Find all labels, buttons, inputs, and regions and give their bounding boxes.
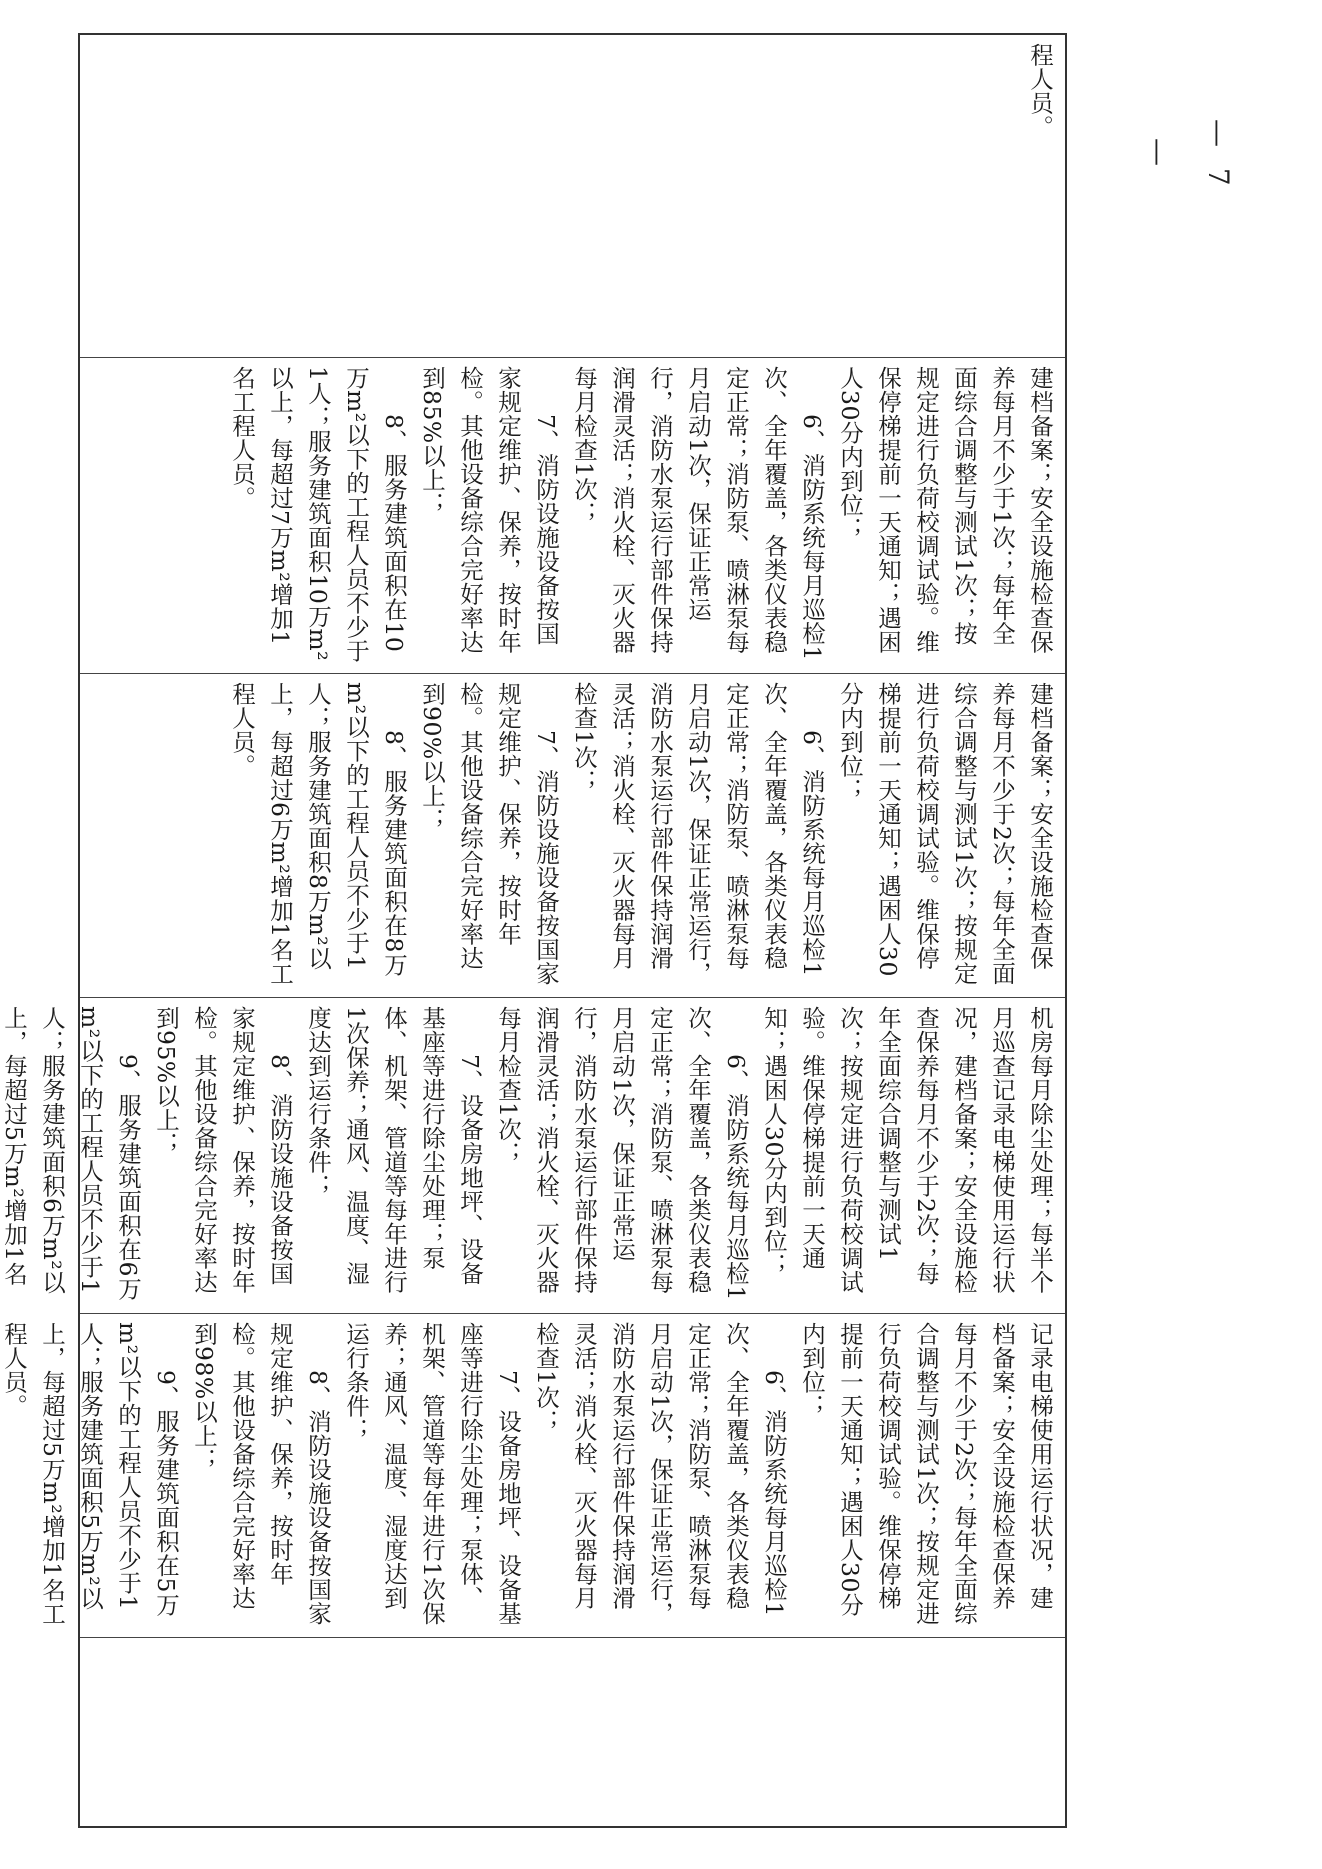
page-number: — 7 —	[1142, 118, 1235, 192]
table-column	[80, 357, 1065, 673]
cell-text	[76, 1638, 1065, 1828]
cell-text: 建档备案；安全设施检查保养每月不少于2次；每年全面综合调整与测试1次；按规定进行负荷校调试验。维保停梯提前一天通知；遇困人30分内到位； 6、消防系统每月巡检1次、全年覆盖，各类仪表稳定正常；消防泵、喷淋泵每月启动1次，保证正常运行，消防水泵运行部件保持润滑灵活；消火栓、灭火器每月检查1次； 7、消防设施设备按国家规定维护、保养，按时年检。其他设备综合完好率达到90%以上； 8、服务建筑面积在8万m²以下的工程人员不少于1人；服务建筑面积8万m²以上，每超过6万m²增加1名工程人员。	[228, 682, 1054, 986]
table-column	[80, 1637, 1065, 1828]
table-column	[80, 673, 1065, 997]
table-column	[0, 1313, 1065, 1637]
cell-text: 程人员。	[1026, 43, 1054, 139]
table-column	[80, 35, 1065, 357]
table-column	[0, 997, 1065, 1313]
cell-text: 建档备案；安全设施检查保养每月不少于1次；每年全面综合调整与测试1次；按规定进行负荷校调试验。维保停梯提前一天通知；遇困人30分内到位； 6、消防系统每月巡检1次、全年覆盖，各类仪表稳定正常；消防泵、喷淋泵每月启动1次，保证正常运行，消防水泵运行部件保持润滑灵活；消火栓、灭火器每月检查1次； 7、消防设施设备按国家规定维护、保养，按时年检。其他设备综合完好率达到85%以上； 8、服务建筑面积在10万m²以下的工程人员不少于1人；服务建筑面积10万m²以上，每超过7万m²增加1名工程人员。	[228, 366, 1054, 663]
service-standards-table	[0, 33, 1067, 1828]
cell-text: 记录电梯使用运行状况，建档备案；安全设施检查保养每月不少于2次；每年全面综合调整与测试1次；按规定进行负荷校调试验。维保停梯提前一天通知；遇困人30分内到位； 6、消防系统每月巡检1次、全年覆盖，各类仪表稳定正常；消防泵、喷淋泵每月启动1次，保证正常运行，消防水泵运行部件保持润滑灵活；消火栓、灭火器每月检查1次； 7、设备房地坪、设备基座等进行除尘处理；泵体、机架、管道等每年进行1次保养；通风、温度、湿度达到运行条件； 8、消防设施设备按国家规定维护、保养，按时年检。其他设备综合完好率达到98%以上； 9、服务建筑面积在5万m²以下的工程人员不少于1人；服务建筑面积5万m²以上，每超过5万m²增加1名工程人员。	[0, 1322, 1054, 1626]
cell-text: 机房每月除尘处理；每半个月巡查记录电梯使用运行状况，建档备案；安全设施检查保养每月不少于2次；每年全面综合调整与测试1次；按规定进行负荷校调试验。维保停梯提前一天通知；遇困人30分内到位； 6、消防系统每月巡检1次、全年覆盖，各类仪表稳定正常；消防泵、喷淋泵每月启动1次，保证正常运行，消防水泵运行部件保持润滑灵活；消火栓、灭火器每月检查1次； 7、设备房地坪、设备基座等进行除尘处理；泵体、机架、管道等每年进行1次保养；通风、温度、湿度达到运行条件； 8、消防设施设备按国家规定维护、保养，按时年检。其他设备综合完好率达到95%以上； 9、服务建筑面积在6万m²以下的工程人员不少于1人；服务建筑面积6万m²以上，每超过5万m²增加1名	[0, 1006, 1054, 1301]
